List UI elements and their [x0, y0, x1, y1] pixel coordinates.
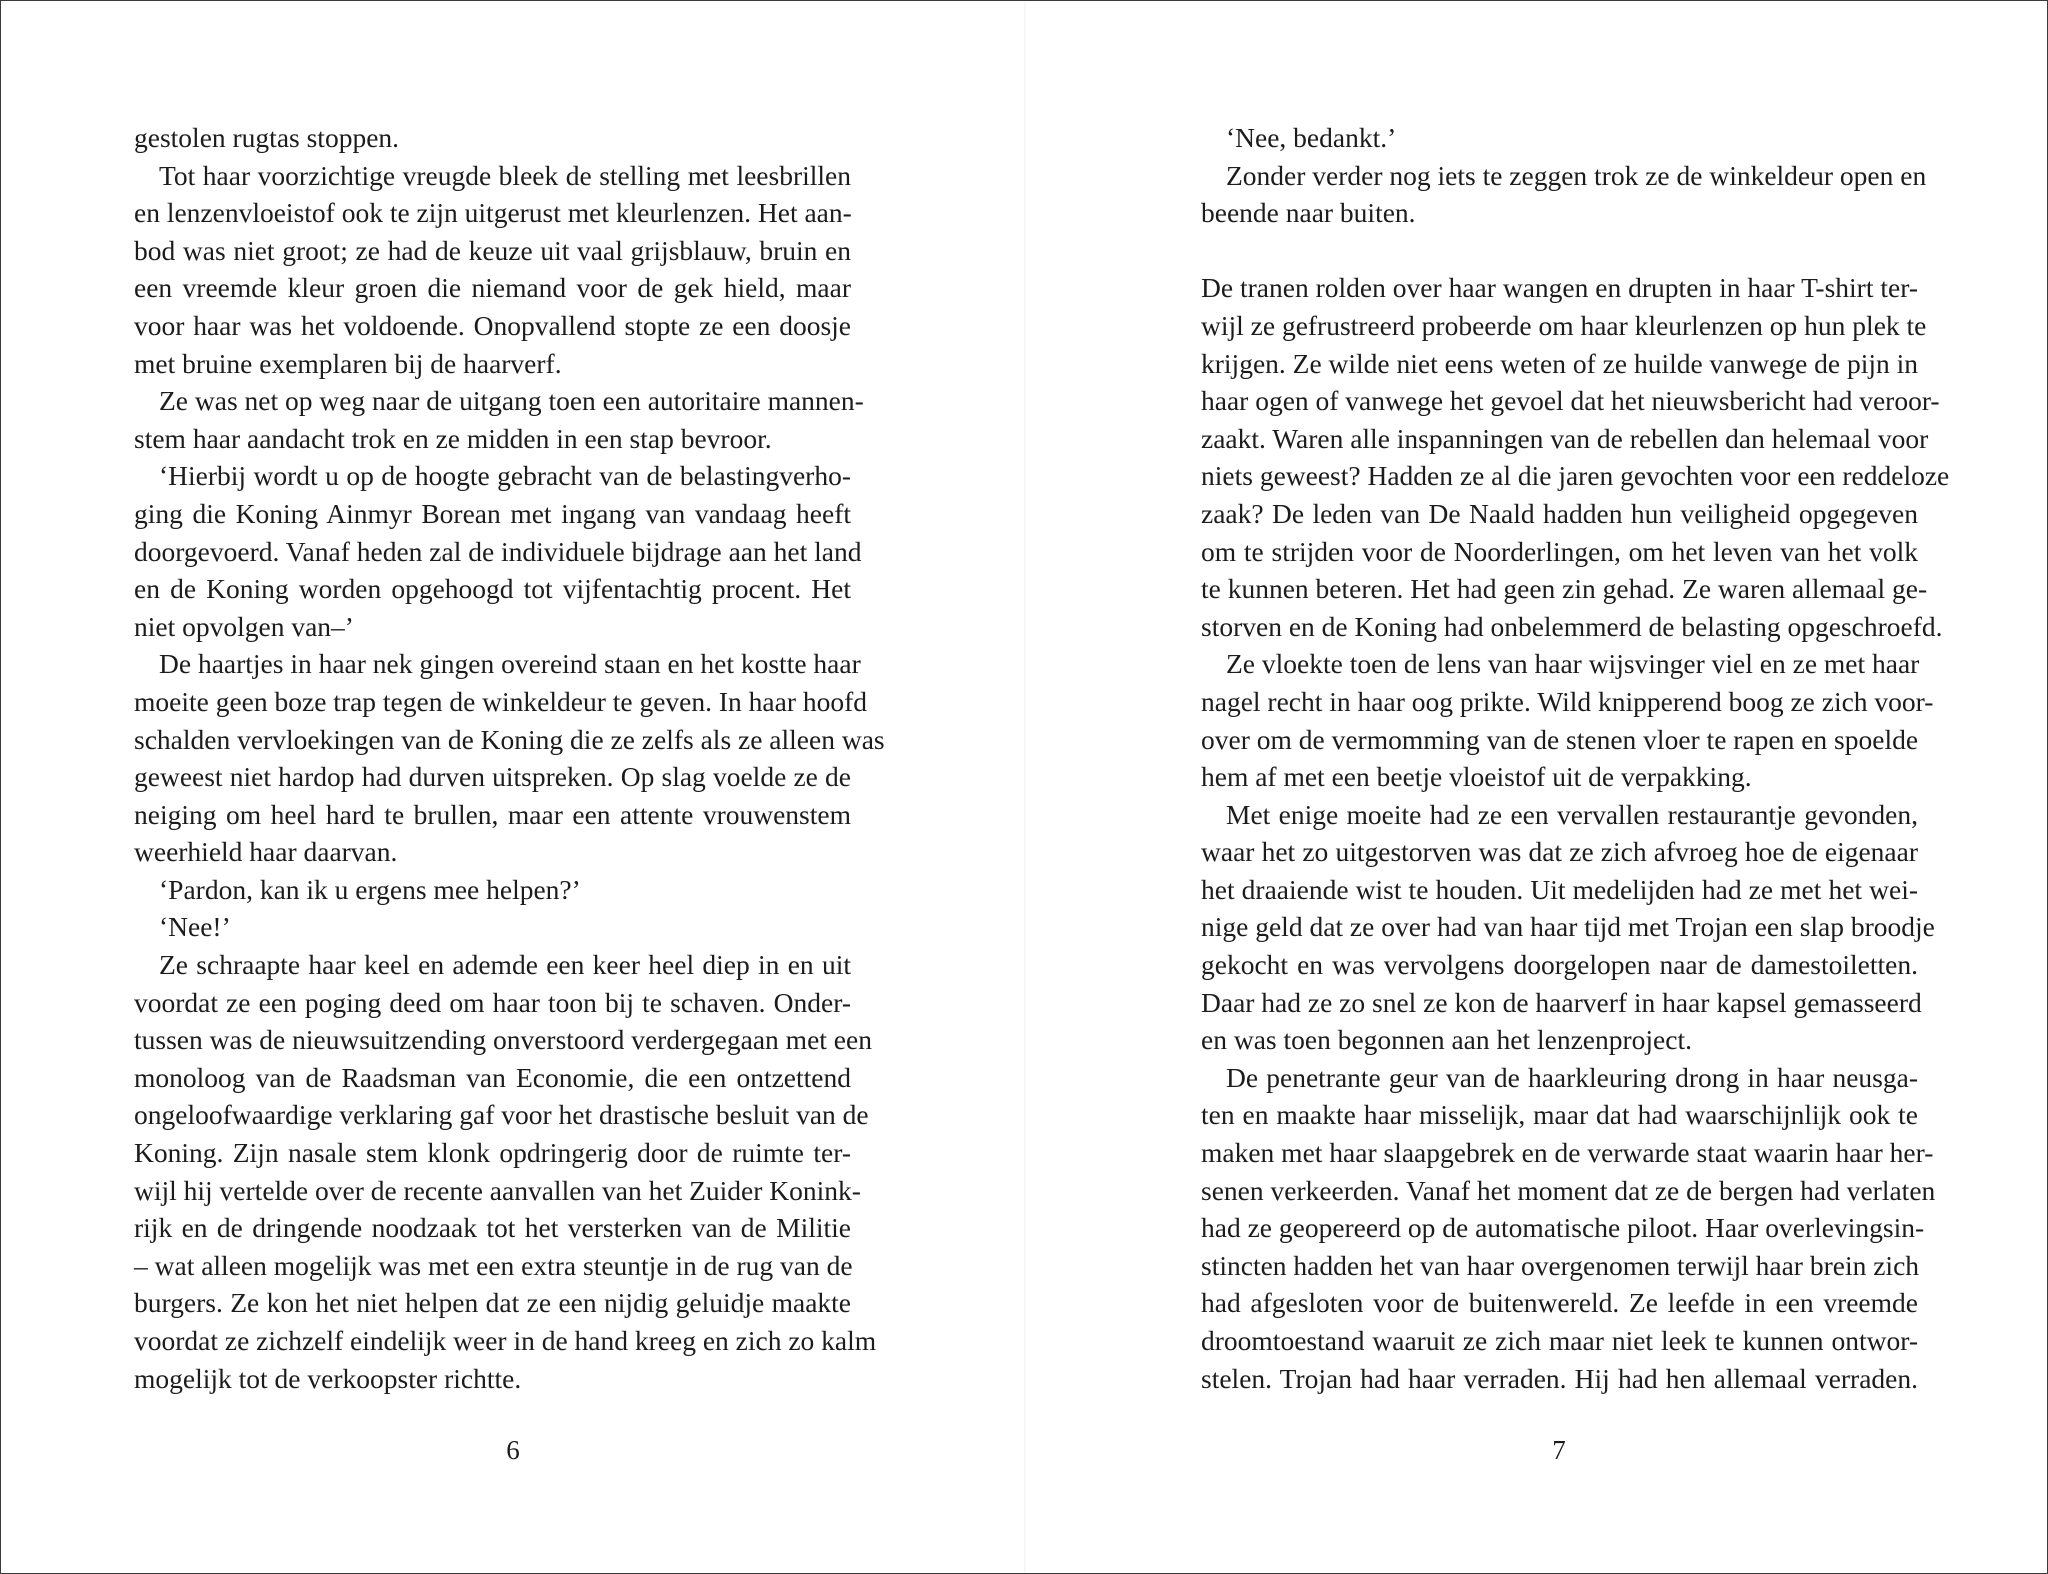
text-line: Koning. Zijn nasale stem klonk opdringerig door de ruimte ter- [134, 1137, 851, 1169]
text-line: nagel recht in haar oog prikte. Wild knipperend boog ze zich voor- [1201, 685, 1934, 717]
text-line: senen verkeerden. Vanaf het moment dat ze de bergen had verlaten [1201, 1174, 1936, 1206]
text-line: voordat ze zichzelf eindelijk weer in de hand kreeg en zich zo kalm [134, 1325, 877, 1356]
text-line: ‘Nee, bedankt.’ [1226, 122, 1397, 153]
text-line: Daar had ze zo snel ze kon de haarverf in haar kapsel gemasseerd [1201, 986, 1922, 1018]
text-line: haar ogen of vanwege het gevoel dat het nieuwsbericht had veroor- [1201, 385, 1940, 417]
text-line: geweest niet hardop had durven uitspreken. Op slag voelde ze de [134, 761, 851, 793]
text-line: – wat alleen mogelijk was met een extra steuntje in de rug van de [134, 1249, 853, 1281]
text-line: niet opvolgen van–’ [134, 610, 354, 642]
text-line: stincten hadden het van haar overgenomen terwijl haar brein zich [1201, 1249, 1920, 1281]
right-page-body-text [1201, 119, 1950, 1397]
left-page [1, 1, 1024, 1573]
text-line: met bruine exemplaren bij de haarverf. [134, 347, 562, 379]
text-line: mogelijk tot de verkoopster richtte. [134, 1362, 522, 1394]
text-line: maken met haar slaapgebrek en de verwarde staat waarin haar her- [1201, 1137, 1934, 1169]
text-line: droomtoestand waaruit ze zich maar niet leek te kunnen ontwor- [1201, 1325, 1918, 1356]
text-line: De tranen rolden over haar wangen en drupten in haar T-shirt ter- [1201, 272, 1918, 304]
text-line: krijgen. Ze wilde niet eens weten of ze huilde vanwege de pijn in [1201, 347, 1919, 379]
text-line: Ze was net op weg naar de uitgang toen een autoritaire mannen- [159, 385, 864, 417]
text-line [1201, 232, 1918, 270]
text-line: De penetrante geur van de haarkleuring drong in haar neusga- [1226, 1061, 1918, 1093]
text-line: tussen was de nieuwsuitzending onverstoord verdergegaan met een [134, 1024, 872, 1056]
text-line: storven en de Koning had onbelemmerd de belasting opgeschroefd. [1201, 610, 1943, 642]
right-page [1026, 1, 2048, 1573]
text-line: en was toen begonnen aan het lenzenproject. [1201, 1024, 1692, 1056]
text-line: schalden vervloekingen van de Koning die ze zelfs als ze alleen was [134, 723, 885, 755]
text-line: ‘Nee!’ [159, 911, 231, 943]
text-line: voor haar was het voldoende. Onopvallend stopte ze een doosje [134, 309, 851, 341]
text-line: en de Koning worden opgehoogd tot vijfentachtig procent. Het [134, 573, 851, 605]
text-line: ging die Koning Ainmyr Borean met ingang van vandaag heeft [134, 497, 851, 529]
text-line: zaak? De leden van De Naald hadden hun veiligheid opgegeven [1201, 497, 1918, 529]
text-line: Tot haar voorzichtige vreugde bleek de stelling met leesbrillen [159, 159, 851, 191]
text-line: doorgevoerd. Vanaf heden zal de individuele bijdrage aan het land [134, 535, 862, 567]
text-line: het draaiende wist te houden. Uit medelijden had ze met het wei- [1201, 873, 1918, 905]
text-line: om te strijden voor de Noorderlingen, om het leven van het volk [1201, 535, 1918, 567]
left-page-number: 6 [506, 1435, 520, 1465]
text-line: voordat ze een poging deed om haar toon bij te schaven. Onder- [134, 986, 851, 1018]
text-line: ‘Pardon, kan ik u ergens mee helpen?’ [159, 873, 581, 905]
text-line: gekocht en was vervolgens doorgelopen naar de damestoiletten. [1201, 949, 1918, 981]
text-line: neiging om heel hard te brullen, maar een attente vrouwenstem [134, 798, 851, 830]
left-page-body-text [134, 119, 885, 1397]
text-line: Ze vloekte toen de lens van haar wijsvinger viel en ze met haar [1226, 648, 1920, 680]
text-line: waar het zo uitgestorven was dat ze zich afvroeg hoe de eigenaar [1201, 836, 1918, 868]
text-line: hem af met een beetje vloeistof uit de verpakking. [1201, 761, 1752, 793]
text-line: monoloog van de Raadsman van Economie, die een ontzettend [134, 1061, 851, 1093]
text-line: De haartjes in haar nek gingen overeind staan en het kostte haar [159, 648, 861, 680]
right-page-number: 7 [1552, 1435, 1566, 1465]
text-line: rijk en de dringende noodzaak tot het versterken van de Militie [134, 1212, 851, 1244]
text-line: ongeloofwaardige verklaring gaf voor het drastische besluit van de [134, 1099, 869, 1131]
text-line: wijl ze gefrustreerd probeerde om haar kleurlenzen op hun plek te [1201, 309, 1927, 341]
text-line: ‘Hierbij wordt u op de hoogte gebracht van de belastingverho- [159, 460, 851, 492]
text-line: ten en maakte haar misselijk, maar dat had waarschijnlijk ook te [1201, 1099, 1918, 1131]
text-line: Zonder verder nog iets te zeggen trok ze de winkeldeur open en [1226, 159, 1927, 191]
text-line: nige geld dat ze over had van haar tijd met Trojan een slap broodje [1201, 911, 1935, 943]
text-line: burgers. Ze kon het niet helpen dat ze een nijdig geluidje maakte [134, 1287, 851, 1319]
text-line: moeite geen boze trap tegen de winkeldeur te geven. In haar hoofd [134, 685, 868, 717]
text-line: Met enige moeite had ze een vervallen restaurantje gevonden, [1226, 798, 1918, 830]
text-line: over om de vermomming van de stenen vloer te rapen en spoelde [1201, 723, 1919, 755]
text-line: stelen. Trojan had haar verraden. Hij had hen allemaal verraden. [1201, 1362, 1918, 1394]
text-line: wijl hij vertelde over de recente aanvallen van het Zuider Konink- [134, 1174, 861, 1206]
text-line: niets geweest? Hadden ze al die jaren gevochten voor een reddeloze [1201, 460, 1950, 492]
text-line: weerhield haar daarvan. [134, 836, 398, 868]
text-line: en lenzenvloeistof ook te zijn uitgerust met kleurlenzen. Het aan- [134, 197, 852, 229]
text-line: had afgesloten voor de buitenwereld. Ze leefde in een vreemde [1201, 1287, 1918, 1319]
text-line: te kunnen beteren. Het had geen zin gehad. Ze waren allemaal ge- [1201, 573, 1928, 605]
text-line: zaakt. Waren alle inspanningen van de rebellen dan helemaal voor [1201, 422, 1929, 454]
text-line: een vreemde kleur groen die niemand voor de gek hield, maar [134, 272, 851, 304]
text-line: had ze geopereerd op de automatische piloot. Haar overlevingsin- [1201, 1212, 1925, 1244]
text-line: Ze schraapte haar keel en ademde een keer heel diep in en uit [159, 949, 851, 981]
text-line: gestolen rugtas stoppen. [134, 122, 400, 153]
text-line: bod was niet groot; ze had de keuze uit vaal grijsblauw, bruin en [134, 234, 851, 266]
text-line: beende naar buiten. [1201, 197, 1416, 229]
text-line: stem haar aandacht trok en ze midden in een stap bevroor. [134, 422, 772, 454]
